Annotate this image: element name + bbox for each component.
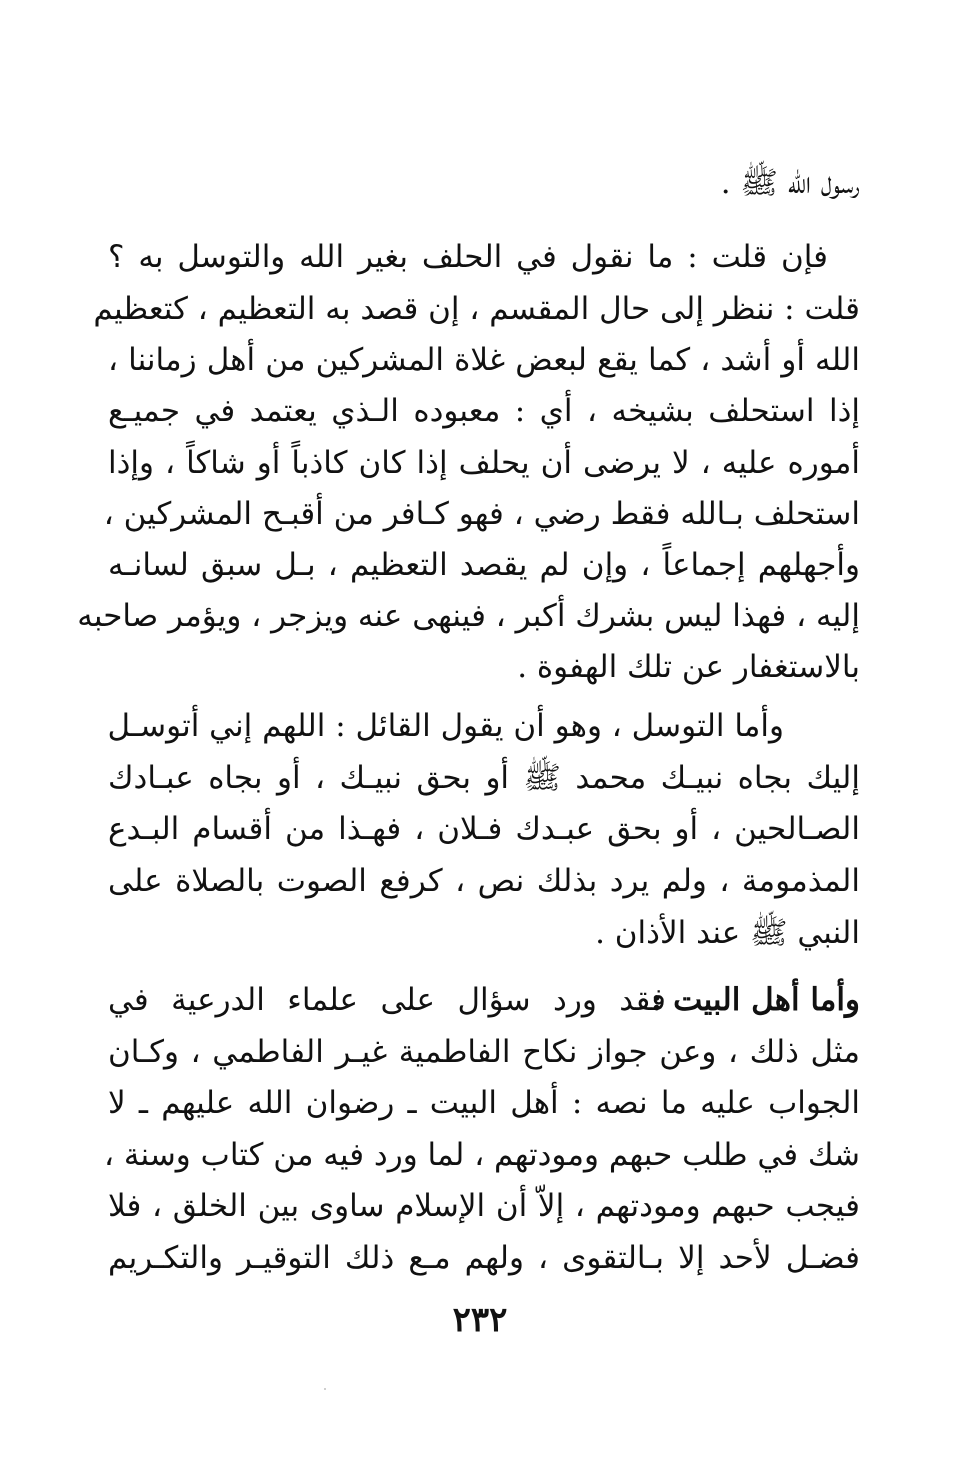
text-line: وأجهلهم إجماعاً ، وإن لم يقصد التعظيم ، بـل سبق لسانـه: [108, 547, 860, 583]
text-line: أموره عليه ، لا يرضى أن يحلف إذا كان كاذباً أو شاكاً ، وإذا: [108, 445, 860, 481]
text-line: استحلف بـالله فقط رضي ، فهو كـافر من أقبـح المشركين ،: [103, 496, 860, 532]
text-line: فضـل لأحد إلا بـالتقوى ، ولهم مـع ذلك التوقيـر والتكـريم: [108, 1240, 860, 1276]
text-line: النبي ﷺ عند الأذان .: [595, 915, 860, 951]
text-line: الله أو أشد ، كما يقع لبعض غلاة المشركين من أهل زماننا ،: [108, 342, 860, 378]
text-line: بالاستغفار عن تلك الهفوة .: [517, 649, 860, 685]
text-line: رسول الله ﷺ .: [720, 165, 860, 201]
text-line: إليه ، فهذا ليس بشرك أكبر ، فينهى عنه ويزجر ، ويؤمر صاحبه: [77, 598, 860, 634]
text-line: المذمومة ، ولم يرد بذلك نص ، كرفع الصوت بالصلاة على: [108, 863, 860, 899]
text-line: فيجب حبهم ومودتهم ، إلاّ أن الإسلام ساوى بين الخلق ، فلا: [108, 1188, 860, 1224]
bold-lead: وأما أهل البيت :: [650, 982, 860, 1018]
text-line: مثل ذلك ، وعن جواز نكاح الفاطمية غيـر الفاطمي ، وكـان: [108, 1034, 860, 1070]
text-line: إليك بجاه نبيـك محمد ﷺ أو بحق نبيـك ، أو بجاه عبـادك: [108, 760, 860, 796]
text-line-indented: وأما التوسل ، وهو أن يقول القائل : اللهم إني أتوسـل: [107, 708, 784, 744]
section-lead-heading: [650, 974, 860, 1026]
text-line: الجواب عليه ما نصه : أهل البيت ـ رضوان الله عليهم ـ لا: [108, 1085, 860, 1121]
text-line: شك في طلب حبهم ومودتهم ، لما ورد فيه من كتاب وسنة ،: [104, 1137, 860, 1173]
scan-speck: [324, 1388, 326, 1390]
text-line-indented: فإن قلت : ما نقول في الحلف بغير الله والتوسل به ؟: [108, 239, 828, 275]
page-number: ٢٣٢: [452, 1300, 508, 1340]
text-line: قلت : ننظر إلى حال المقسم ، إن قصد به التعظيم ، كتعظيم: [93, 291, 860, 327]
text-line: الصـالحين ، أو بحق عبـدك فـلان ، فهـذا من أقسام البـدع: [108, 811, 860, 847]
text-line: فقد ورد سؤال على علماء الدرعية في: [108, 982, 666, 1018]
text-line: إذا استحلف بشيخه ، أي : معبوده الـذي يعتمد في جميـع: [108, 393, 860, 429]
